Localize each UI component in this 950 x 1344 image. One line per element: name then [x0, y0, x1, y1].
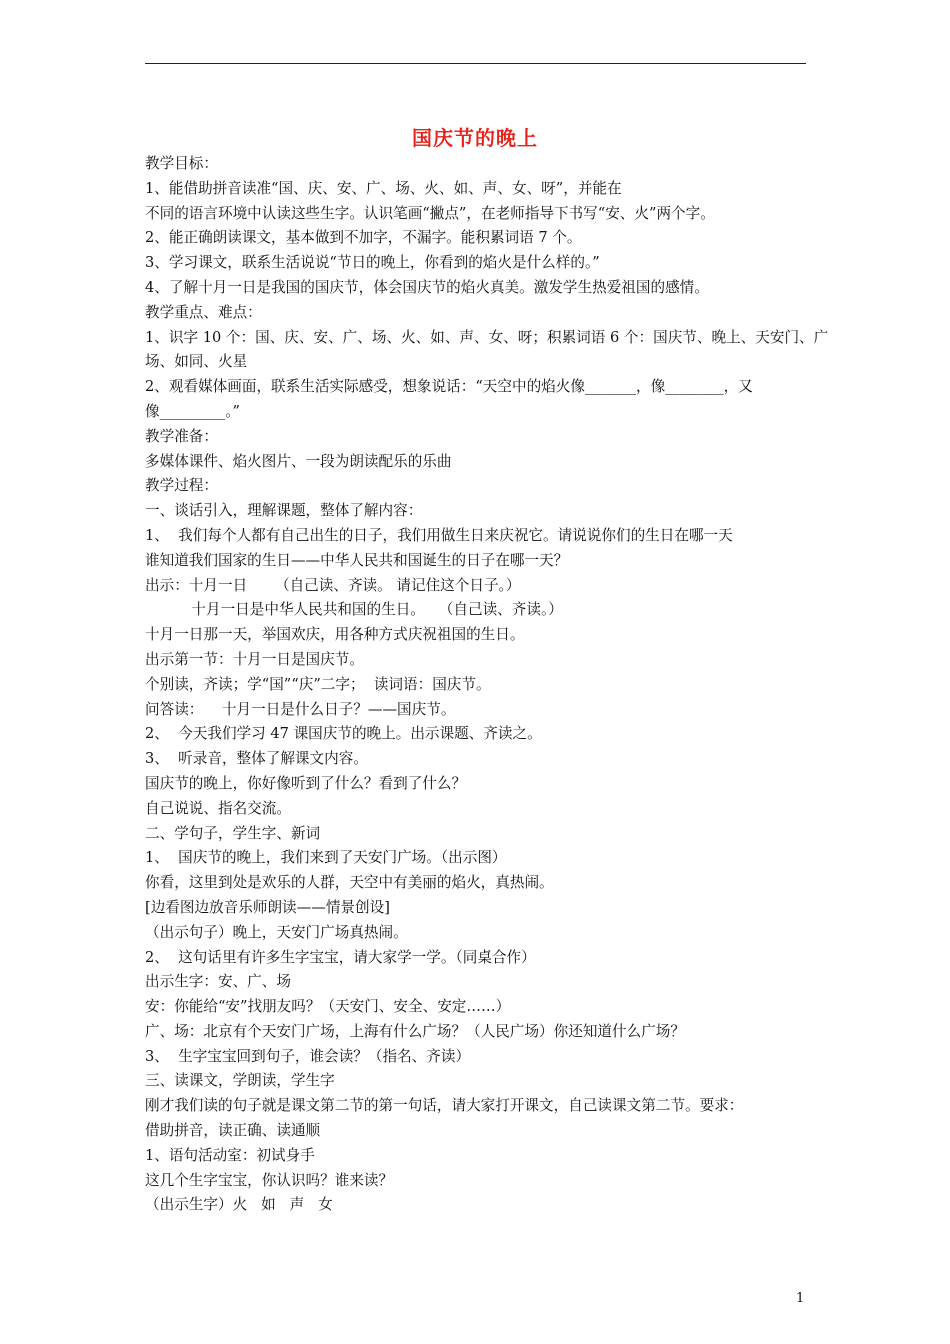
text-line: 二、学句子，学生字、新词	[145, 824, 321, 842]
text-line: 3、 生字宝宝回到句子，谁会读？（指名、齐读）	[145, 1047, 471, 1065]
text-line: 出示：十月一日 （自己读、齐读。 请记住这个日子。）	[145, 576, 521, 594]
text-line: 安：你能给“安”找朋友吗？（天安门、安全、安定……）	[145, 998, 511, 1016]
text-line: 问答读： 十月一日是什么日子？——国庆节。	[145, 700, 456, 718]
text-line: 1、 我们每个人都有自己出生的日子，我们用做生日来庆祝它。请说说你们的生日在哪一天	[145, 526, 733, 544]
text-line: 4、了解十月一日是我国的国庆节，体会国庆节的焰火真美。激发学生热爱祖国的感情。	[145, 278, 709, 296]
text-line: 教学过程：	[145, 477, 218, 495]
text-line: 出示生字：安、广、场	[145, 973, 291, 991]
text-line: 1、能借助拼音读准“国、庆、安、广、场、火、如、声、女、呀”，并能在	[145, 179, 622, 197]
document-title: 国庆节的晚上	[412, 126, 538, 150]
text-line: 3、 听录音，整体了解课文内容。	[145, 750, 368, 768]
text-line: 教学准备：	[145, 427, 218, 445]
text-line: 刚才我们读的句子就是课文第二节的第一句话，请大家打开课文，自己读课文第二节。要求：	[145, 1097, 744, 1115]
text-line: 1、 国庆节的晚上，我们来到了天安门广场。（出示图）	[145, 849, 507, 867]
text-line: 十月一日是中华人民共和国的生日。 （自己读、齐读。）	[145, 601, 563, 619]
text-line: 不同的语言环境中认读这些生字。认识笔画“撇点”，在老师指导下书写“安、火”两个字。	[145, 204, 715, 222]
text-line: 这几个生字宝宝，你认识吗？谁来读？	[145, 1171, 394, 1189]
text-line: 教学重点、难点：	[145, 303, 262, 321]
text-line: 出示第一节：十月一日是国庆节。	[145, 650, 364, 668]
text-line: 1、识字 10 个：国、庆、安、广、场、火、如、声、女、呀；积累词语 6 个：国庆节、晚上、天安门、广	[145, 328, 829, 346]
text-line: 借助拼音，读正确、读通顺	[145, 1122, 321, 1140]
text-line: 个别读，齐读；学“国”“庆”二字； 读词语：国庆节。	[145, 675, 491, 693]
text-line: 三、读课文，学朗读，学生字	[145, 1072, 335, 1090]
header-rule	[145, 63, 806, 64]
text-line: 2、观看媒体画面，联系生活实际感受，想象说话：“天空中的焰火像_______，像________，又	[145, 378, 753, 396]
text-line: 1、语句活动室：初试身手	[145, 1146, 315, 1164]
text-line: 2、能正确朗读课文，基本做到不加字，不漏字。能积累词语 7 个。	[145, 229, 582, 247]
text-line: 一、谈话引入，理解课题，整体了解内容：	[145, 502, 423, 520]
document-body	[145, 152, 829, 1218]
text-line: 国庆节的晚上，你好像听到了什么？看到了什么？	[145, 774, 467, 792]
text-line: 像_________。”	[145, 402, 241, 420]
text-line: 广、场：北京有个天安门广场，上海有什么广场？（人民广场）你还知道什么广场？	[145, 1022, 685, 1040]
text-line: [边看图边放音乐师朗读——情景创设]	[145, 898, 390, 916]
text-line: 谁知道我们国家的生日——中华人民共和国诞生的日子在哪一天？	[145, 551, 569, 569]
text-line: （出示生字）火 如 声 女	[145, 1196, 333, 1214]
text-line: 十月一日那一天，举国欢庆，用各种方式庆祝祖国的生日。	[145, 626, 525, 644]
text-line: 自己说说、指名交流。	[145, 799, 291, 817]
text-line: 你看，这里到处是欢乐的人群，天空中有美丽的焰火，真热闹。	[145, 874, 554, 892]
text-line: 教学目标：	[145, 155, 218, 172]
text-line: 多媒体课件、焰火图片、一段为朗读配乐的乐曲	[145, 452, 452, 470]
text-line: （出示句子）晚上，天安门广场真热闹。	[145, 923, 408, 941]
text-line: 3、学习课文，联系生活说说“节日的晚上，你看到的焰火是什么样的。”	[145, 254, 600, 272]
page-number: 1	[796, 1291, 805, 1306]
text-line: 场、如同、火星	[145, 353, 248, 371]
text-line: 2、 这句话里有许多生字宝宝，请大家学一学。（同桌合作）	[145, 948, 536, 966]
text-line: 2、 今天我们学习 47 课国庆节的晚上。出示课题、齐读之。	[145, 725, 542, 743]
